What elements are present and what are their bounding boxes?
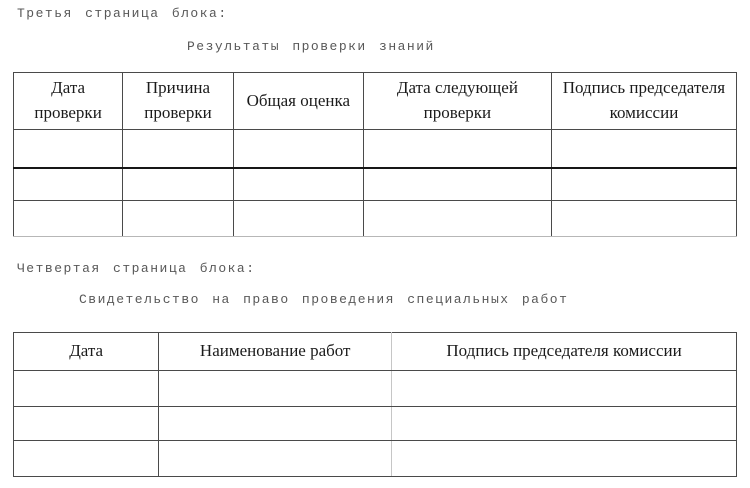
table2-empty-row — [14, 371, 737, 407]
empty-cell — [233, 201, 363, 237]
table1-empty-row — [14, 201, 737, 237]
th-check-reason: Причина проверки — [123, 73, 234, 130]
table2-header-row — [14, 333, 737, 371]
knowledge-check-results-table — [13, 72, 737, 237]
empty-cell — [392, 371, 737, 407]
table1-empty-row — [14, 168, 737, 201]
empty-cell — [392, 441, 737, 477]
empty-cell — [159, 441, 392, 477]
special-works-table — [13, 332, 737, 477]
empty-cell — [159, 371, 392, 407]
th-next-check-date: Дата следующей проверки — [363, 73, 551, 130]
empty-cell — [14, 441, 159, 477]
th-date: Дата — [14, 333, 159, 371]
empty-cell — [123, 168, 234, 201]
table1-empty-row — [14, 130, 737, 169]
table2-empty-row — [14, 407, 737, 441]
th-check-date: Дата проверки — [14, 73, 123, 130]
special-works-certificate-title: Свидетельство на право проведения специальных работ — [79, 292, 569, 307]
empty-cell — [392, 407, 737, 441]
empty-cell — [14, 371, 159, 407]
th-work-name: Наименование работ — [159, 333, 392, 371]
empty-cell — [363, 130, 551, 169]
empty-cell — [14, 407, 159, 441]
table1-header-row — [14, 73, 737, 130]
table2-empty-row — [14, 441, 737, 477]
empty-cell — [551, 130, 736, 169]
empty-cell — [363, 201, 551, 237]
th-overall-grade: Общая оценка — [233, 73, 363, 130]
empty-cell — [551, 168, 736, 201]
empty-cell — [363, 168, 551, 201]
knowledge-check-table-title: Результаты проверки знаний — [187, 39, 435, 54]
th-chairman-signature: Подпись председателя комиссии — [392, 333, 737, 371]
section-label-third-page: Третья страница блока: — [17, 6, 228, 21]
empty-cell — [123, 201, 234, 237]
empty-cell — [159, 407, 392, 441]
empty-cell — [123, 130, 234, 169]
empty-cell — [14, 201, 123, 237]
section-label-fourth-page: Четвертая страница блока: — [17, 261, 256, 276]
empty-cell — [233, 168, 363, 201]
empty-cell — [14, 130, 123, 169]
empty-cell — [233, 130, 363, 169]
empty-cell — [551, 201, 736, 237]
empty-cell — [14, 168, 123, 201]
th-chairman-signature: Подпись председателя комиссии — [551, 73, 736, 130]
